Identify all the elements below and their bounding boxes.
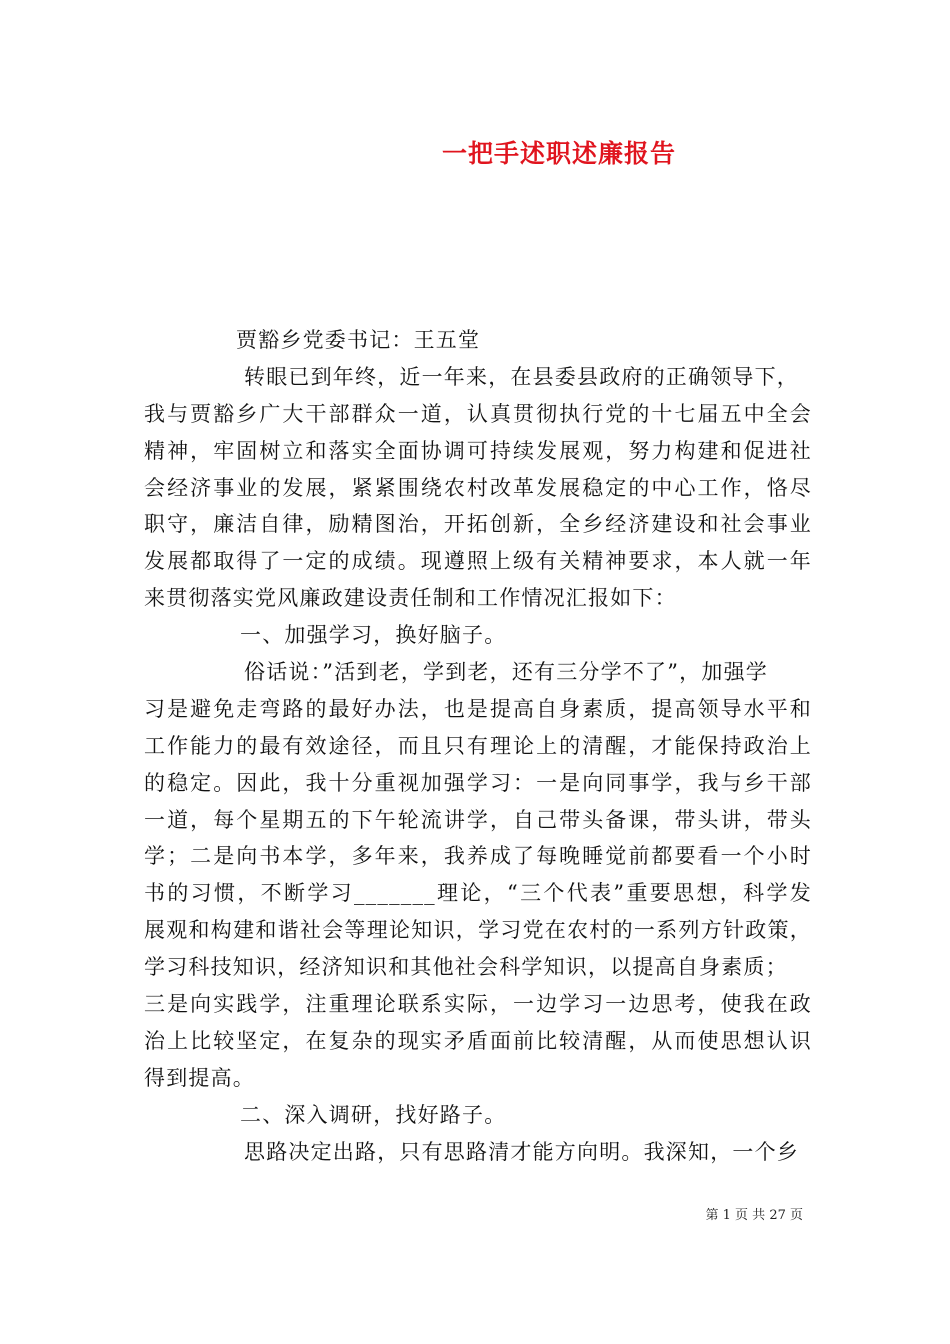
document-title: 一把手述职述廉报告: [441, 139, 676, 168]
paragraph-line: 一道，每个星期五的下午轮流讲学，自己带头备课，带头讲，带头: [144, 807, 812, 832]
paragraph-line: 三是向实践学，注重理论联系实际，一边学习一边思考，使我在政: [144, 992, 812, 1017]
paragraph-line: 我与贾豁乡广大干部群众一道，认真贯彻执行党的十七届五中全会: [144, 401, 812, 426]
paragraph-line: 展观和构建和谐社会等理论知识，学习党在农村的一系列方针政策，: [144, 918, 812, 943]
paragraph-line: 精神，牢固树立和落实全面协调可持续发展观，努力构建和促进社: [144, 438, 812, 463]
paragraph-line: 的稳定。因此，我十分重视加强学习：一是向同事学，我与乡干部: [144, 770, 812, 795]
page-footer: 第 1 页 共 27 页: [705, 1208, 803, 1223]
author-line: 贾豁乡党委书记：王五堂: [236, 328, 481, 352]
paragraph-line: 发展都取得了一定的成绩。现遵照上级有关精神要求，本人就一年: [144, 549, 812, 574]
paragraph-line: 来贯彻落实党风廉政建设责任制和工作情况汇报如下：: [144, 586, 677, 611]
paragraph-line: 俗话说：”活到老，学到老，还有三分学不了”，加强学: [244, 660, 768, 685]
section-heading: 一、加强学习，换好脑子。: [240, 623, 507, 648]
document-body: [144, 322, 812, 1170]
paragraph-line: 学；二是向书本学，多年来，我养成了每晚睡觉前都要看一个小时: [144, 844, 812, 869]
paragraph-line: 治上比较坚定，在复杂的现实矛盾面前比较清醒，从而使思想认识: [144, 1028, 812, 1053]
paragraph-line: 得到提高。: [144, 1065, 255, 1090]
paragraph-line: 转眼已到年终，近一年来，在县委县政府的正确领导下，: [244, 364, 799, 389]
paragraph-line: 思路决定出路，只有思路清才能方向明。我深知，一个乡: [244, 1139, 799, 1164]
section-heading: 二、深入调研，找好路子。: [240, 1102, 507, 1127]
paragraph-line: 工作能力的最有效途径，而且只有理论上的清醒，才能保持政治上: [144, 733, 812, 758]
paragraph-line: 书的习惯，不断学习_______理论，“三个代表”重要思想，科学发: [144, 881, 812, 906]
paragraph-line: 职守，廉洁自律，励精图治，开拓创新，全乡经济建设和社会事业: [144, 512, 812, 537]
paragraph-line: 会经济事业的发展，紧紧围绕农村改革发展稳定的中心工作，恪尽: [144, 475, 812, 500]
paragraph-line: 学习科技知识，经济知识和其他社会科学知识，以提高自身素质；: [144, 955, 788, 980]
paragraph-line: 习是避免走弯路的最好办法，也是提高自身素质，提高领导水平和: [144, 696, 812, 721]
